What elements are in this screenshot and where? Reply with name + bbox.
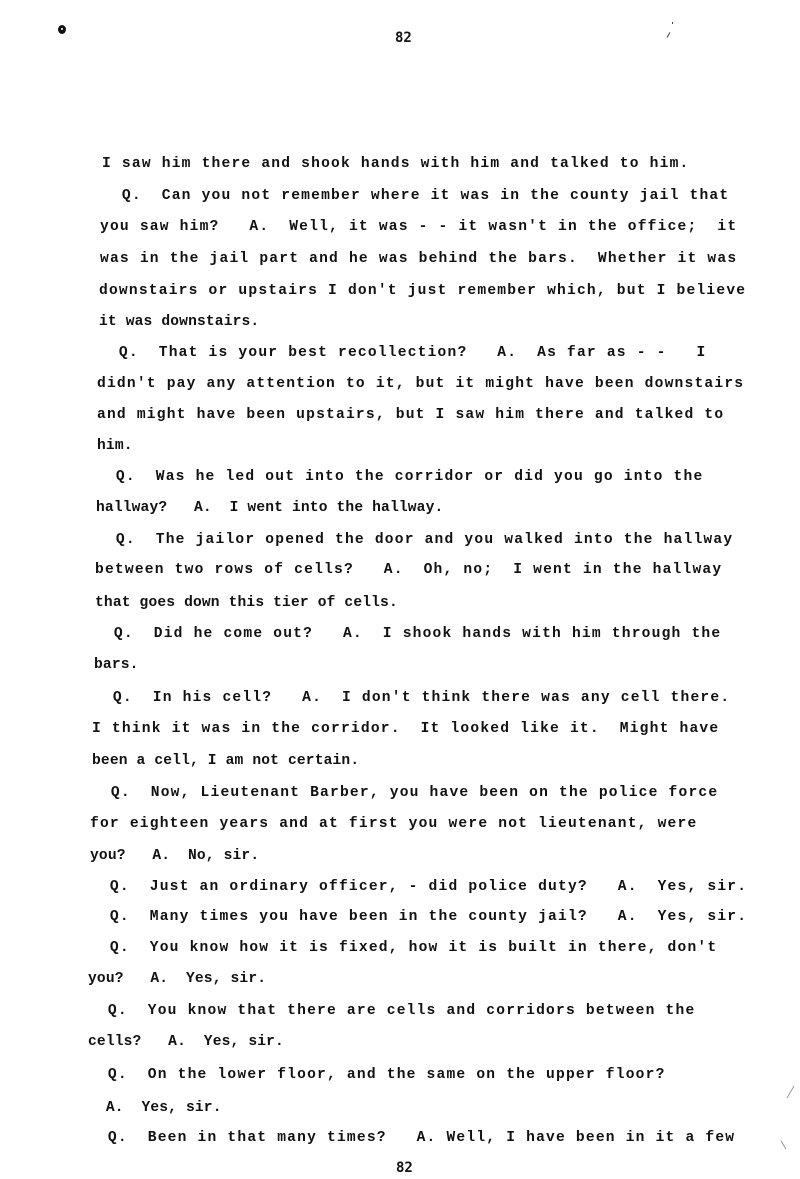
transcript-line: Q. That is your best recollection? A. As far as - - I <box>99 345 707 361</box>
transcript-line: Q. Many times you have been in the county jail? A. Yes, sir. <box>90 909 748 925</box>
transcript-line: Q. Just an ordinary officer, - did police duty? A. Yes, sir. <box>90 879 748 895</box>
scan-speck <box>787 1086 795 1099</box>
transcript-line: between two rows of cells? A. Oh, no; I went in the hallway <box>95 562 723 578</box>
transcript-line: and might have been upstairs, but I saw him there and talked to <box>97 407 725 423</box>
transcript-line: Q. Was he led out into the corridor or did you go into the <box>96 469 704 485</box>
transcript-line: Q. Did he come out? A. I shook hands with him through the <box>94 626 722 642</box>
transcript-line: Q. The jailor opened the door and you walked into the hallway <box>96 532 734 548</box>
punch-hole-mark <box>58 25 66 34</box>
transcript-line: Q. You know how it is fixed, how it is built in there, don't <box>90 940 718 956</box>
transcript-line: Q. In his cell? A. I don't think there was any cell there. <box>93 690 731 706</box>
transcript-line: I think it was in the corridor. It looked like it. Might have <box>92 721 720 737</box>
page-number-bottom: 82 <box>396 1160 413 1176</box>
transcript-line: Q. You know that there are cells and corridors between the <box>88 1003 696 1019</box>
transcript-line: that goes down this tier of cells. <box>95 595 398 611</box>
transcript-line: Q. Can you not remember where it was in the county jail that <box>102 188 730 204</box>
transcript-line: downstairs or upstairs I don't just remember which, but I believe <box>99 283 747 299</box>
transcript-line: I saw him there and shook hands with him and talked to him. <box>102 156 690 172</box>
transcript-line: was in the jail part and he was behind the bars. Whether it was <box>100 251 738 267</box>
transcript-line: for eighteen years and at first you were not lieutenant, were <box>90 816 698 832</box>
transcript-line: Q. Been in that many times? A. Well, I have been in it a few <box>88 1130 736 1146</box>
transcript-line: didn't pay any attention to it, but it might have been downstairs <box>97 376 745 392</box>
transcript-line: A. Yes, sir. <box>88 1100 222 1116</box>
transcript-line: hallway? A. I went into the hallway. <box>96 500 444 516</box>
transcript-line: it was downstairs. <box>99 314 260 330</box>
scan-speck <box>667 32 671 38</box>
transcript-line: you? A. Yes, sir. <box>88 971 267 987</box>
transcript-line: cells? A. Yes, sir. <box>88 1034 284 1050</box>
scan-speck <box>781 1140 787 1149</box>
transcript-line: bars. <box>94 657 139 673</box>
page-number-top: 82 <box>395 30 412 46</box>
transcript-line: Q. Now, Lieutenant Barber, you have been on the police force <box>91 785 719 801</box>
transcript-line: you? A. No, sir. <box>90 848 260 864</box>
transcript-line: you saw him? A. Well, it was - - it wasn't in the office; it <box>100 219 738 235</box>
scan-speck <box>672 22 673 24</box>
transcript-line: him. <box>97 438 133 454</box>
transcript-line: been a cell, I am not certain. <box>92 753 360 769</box>
transcript-line: Q. On the lower floor, and the same on the upper floor? <box>88 1067 666 1083</box>
